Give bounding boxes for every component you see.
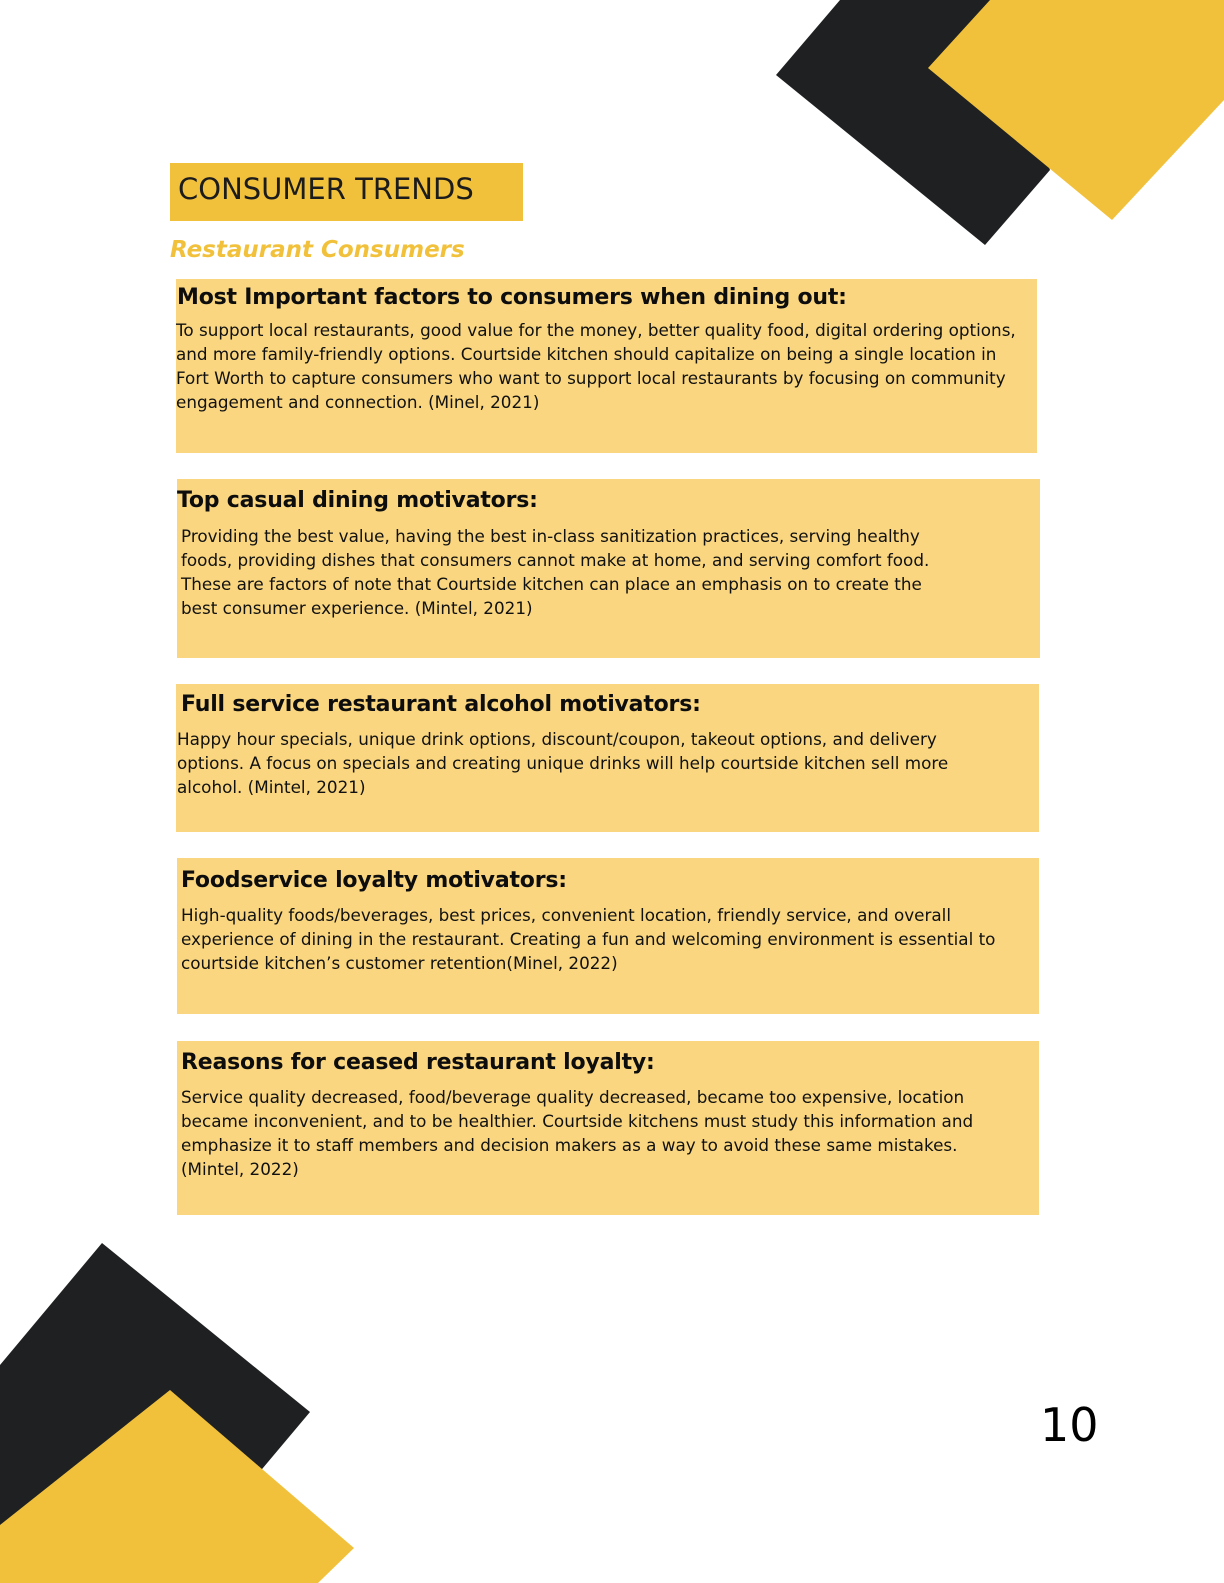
card-body: Providing the best value, having the best in-class sanitization practices, serving healthy foods, providing dishes that consumers cannot make at home, and serving comfort food. These are factors of note that Courtside kitchen can place an emphasis on to create the best consumer experience. (Mintel, 2021) [181, 526, 930, 618]
card-body: Happy hour specials, unique drink options, discount/coupon, takeout options, and delivery options. A focus on specials and creating unique drinks will help courtside kitchen sell more alcohol. (Mintel, 2021) [177, 729, 949, 797]
card-body: Service quality decreased, food/beverage quality decreased, became too expensive, location became inconvenient, and to be healthier. Courtside kitchens must study this information and emphasize it to staff members and decision makers as a way to avoid these same mistakes. (Mintel, 2022) [181, 1087, 974, 1179]
section-title: CONSUMER TRENDS [178, 172, 474, 206]
card-alcohol-motivators [176, 684, 1039, 832]
section-subtitle: Restaurant Consumers [170, 237, 465, 263]
card-loyalty-motivators [177, 858, 1039, 1014]
card-casual-dining-motivators [177, 479, 1040, 658]
card-heading: Most Important factors to consumers when dining out: [177, 285, 847, 310]
card-heading: Foodservice loyalty motivators: [181, 868, 567, 893]
card-heading: Reasons for ceased restaurant loyalty: [181, 1050, 655, 1075]
page-number: 10 [1040, 1398, 1099, 1452]
card-body: High-quality foods/beverages, best prices, convenient location, friendly service, and overall experience of dining in the restaurant. Creating a fun and welcoming environment is essential to courtside kitchen’s customer retention(Minel, 2022) [181, 905, 996, 973]
card-ceased-loyalty [177, 1041, 1039, 1215]
card-heading: Top casual dining motivators: [177, 488, 538, 513]
card-body: To support local restaurants, good value for the money, better quality food, digital ordering options, and more family-friendly options. Courtside kitchen should capitalize on being a single location in Fort Worth to capture consumers who want to support local restaurants by focusing on community engagement and connection. (Minel, 2021) [176, 320, 1016, 412]
card-dining-factors [176, 279, 1037, 453]
card-heading: Full service restaurant alcohol motivators: [181, 692, 701, 717]
section-title-banner [170, 163, 523, 221]
